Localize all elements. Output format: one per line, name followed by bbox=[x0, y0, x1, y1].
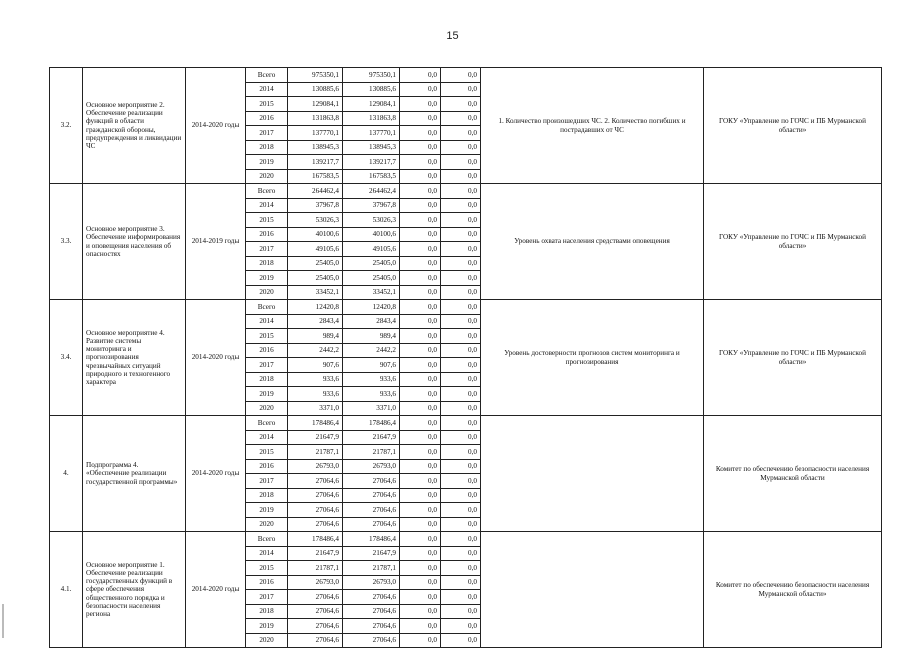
year-cell: 2014 bbox=[246, 314, 288, 329]
section-executor: ГОКУ «Управление по ГОЧС и ПБ Мурманской области» bbox=[704, 68, 882, 184]
other-source-cell: 0,0 bbox=[441, 474, 481, 489]
regional-budget-cell: 21647,9 bbox=[343, 430, 400, 445]
regional-budget-cell: 989,4 bbox=[343, 329, 400, 344]
year-cell: 2015 bbox=[246, 445, 288, 460]
federal-budget-cell: 0,0 bbox=[400, 68, 441, 83]
federal-budget-cell: 0,0 bbox=[400, 503, 441, 518]
section-executor: ГОКУ «Управление по ГОЧС и ПБ Мурманской области» bbox=[704, 184, 882, 300]
section-executor: Комитет по обеспечению безопасности населения Мурманской области» bbox=[704, 532, 882, 648]
total-cell: 27064,6 bbox=[288, 590, 343, 605]
total-cell: 25405,0 bbox=[288, 256, 343, 271]
regional-budget-cell: 27064,6 bbox=[343, 590, 400, 605]
federal-budget-cell: 0,0 bbox=[400, 358, 441, 373]
regional-budget-cell: 27064,6 bbox=[343, 474, 400, 489]
section-code: 3.4. bbox=[50, 300, 83, 416]
regional-budget-cell: 130885,6 bbox=[343, 82, 400, 97]
other-source-cell: 0,0 bbox=[441, 372, 481, 387]
federal-budget-cell: 0,0 bbox=[400, 314, 441, 329]
other-source-cell: 0,0 bbox=[441, 169, 481, 184]
section-indicator: Уровень охвата населения средствами оповещения bbox=[481, 184, 704, 300]
year-cell: 2018 bbox=[246, 488, 288, 503]
total-cell: 27064,6 bbox=[288, 517, 343, 532]
other-source-cell: 0,0 bbox=[441, 329, 481, 344]
regional-budget-cell: 21787,1 bbox=[343, 445, 400, 460]
regional-budget-cell: 26793,0 bbox=[343, 575, 400, 590]
federal-budget-cell: 0,0 bbox=[400, 561, 441, 576]
other-source-cell: 0,0 bbox=[441, 517, 481, 532]
regional-budget-cell: 139217,7 bbox=[343, 155, 400, 170]
year-cell: Всего bbox=[246, 532, 288, 547]
total-cell: 26793,0 bbox=[288, 459, 343, 474]
federal-budget-cell: 0,0 bbox=[400, 140, 441, 155]
other-source-cell: 0,0 bbox=[441, 532, 481, 547]
other-source-cell: 0,0 bbox=[441, 546, 481, 561]
year-cell: 2014 bbox=[246, 546, 288, 561]
federal-budget-cell: 0,0 bbox=[400, 619, 441, 634]
year-cell: 2014 bbox=[246, 430, 288, 445]
total-cell: 167583,5 bbox=[288, 169, 343, 184]
other-source-cell: 0,0 bbox=[441, 140, 481, 155]
other-source-cell: 0,0 bbox=[441, 82, 481, 97]
year-cell: Всего bbox=[246, 184, 288, 199]
regional-budget-cell: 26793,0 bbox=[343, 459, 400, 474]
total-cell: 27064,6 bbox=[288, 488, 343, 503]
federal-budget-cell: 0,0 bbox=[400, 213, 441, 228]
total-cell: 989,4 bbox=[288, 329, 343, 344]
other-source-cell: 0,0 bbox=[441, 590, 481, 605]
total-cell: 27064,6 bbox=[288, 633, 343, 648]
federal-budget-cell: 0,0 bbox=[400, 271, 441, 286]
federal-budget-cell: 0,0 bbox=[400, 97, 441, 112]
other-source-cell: 0,0 bbox=[441, 68, 481, 83]
section-period: 2014-2019 годы bbox=[186, 184, 246, 300]
other-source-cell: 0,0 bbox=[441, 271, 481, 286]
federal-budget-cell: 0,0 bbox=[400, 242, 441, 257]
regional-budget-cell: 27064,6 bbox=[343, 503, 400, 518]
total-cell: 178486,4 bbox=[288, 532, 343, 547]
regional-budget-cell: 129084,1 bbox=[343, 97, 400, 112]
year-cell: 2020 bbox=[246, 401, 288, 416]
regional-budget-cell: 975350,1 bbox=[343, 68, 400, 83]
total-cell: 21647,9 bbox=[288, 546, 343, 561]
year-cell: 2018 bbox=[246, 140, 288, 155]
other-source-cell: 0,0 bbox=[441, 358, 481, 373]
total-cell: 264462,4 bbox=[288, 184, 343, 199]
other-source-cell: 0,0 bbox=[441, 227, 481, 242]
other-source-cell: 0,0 bbox=[441, 488, 481, 503]
regional-budget-cell: 49105,6 bbox=[343, 242, 400, 257]
year-cell: 2020 bbox=[246, 169, 288, 184]
section-period: 2014-2020 годы bbox=[186, 416, 246, 532]
regional-budget-cell: 2442,2 bbox=[343, 343, 400, 358]
year-cell: 2016 bbox=[246, 227, 288, 242]
other-source-cell: 0,0 bbox=[441, 300, 481, 315]
federal-budget-cell: 0,0 bbox=[400, 590, 441, 605]
total-cell: 2843,4 bbox=[288, 314, 343, 329]
year-cell: 2015 bbox=[246, 97, 288, 112]
section-executor: Комитет по обеспечению безопасности населения Мурманской области bbox=[704, 416, 882, 532]
table-row bbox=[50, 68, 882, 83]
year-cell: 2015 bbox=[246, 213, 288, 228]
year-cell: 2019 bbox=[246, 271, 288, 286]
total-cell: 53026,3 bbox=[288, 213, 343, 228]
total-cell: 138945,3 bbox=[288, 140, 343, 155]
other-source-cell: 0,0 bbox=[441, 459, 481, 474]
section-code: 3.3. bbox=[50, 184, 83, 300]
year-cell: Всего bbox=[246, 300, 288, 315]
federal-budget-cell: 0,0 bbox=[400, 546, 441, 561]
table-row bbox=[50, 532, 882, 547]
year-cell: 2014 bbox=[246, 82, 288, 97]
regional-budget-cell: 178486,4 bbox=[343, 532, 400, 547]
other-source-cell: 0,0 bbox=[441, 604, 481, 619]
federal-budget-cell: 0,0 bbox=[400, 329, 441, 344]
total-cell: 49105,6 bbox=[288, 242, 343, 257]
federal-budget-cell: 0,0 bbox=[400, 184, 441, 199]
other-source-cell: 0,0 bbox=[441, 198, 481, 213]
section-indicator bbox=[481, 532, 704, 648]
total-cell: 907,6 bbox=[288, 358, 343, 373]
section-description: Основное мероприятие 3. Обеспечение информирования и оповещения населения об опасностях bbox=[83, 184, 186, 300]
year-cell: 2015 bbox=[246, 329, 288, 344]
federal-budget-cell: 0,0 bbox=[400, 285, 441, 300]
regional-budget-cell: 131863,8 bbox=[343, 111, 400, 126]
regional-budget-cell: 137770,1 bbox=[343, 126, 400, 141]
total-cell: 178486,4 bbox=[288, 416, 343, 431]
federal-budget-cell: 0,0 bbox=[400, 387, 441, 402]
year-cell: 2018 bbox=[246, 372, 288, 387]
other-source-cell: 0,0 bbox=[441, 111, 481, 126]
section-period: 2014-2020 годы bbox=[186, 532, 246, 648]
federal-budget-cell: 0,0 bbox=[400, 126, 441, 141]
year-cell: 2020 bbox=[246, 517, 288, 532]
federal-budget-cell: 0,0 bbox=[400, 445, 441, 460]
federal-budget-cell: 0,0 bbox=[400, 604, 441, 619]
federal-budget-cell: 0,0 bbox=[400, 256, 441, 271]
table-row bbox=[50, 300, 882, 315]
scan-edge-mark bbox=[2, 604, 4, 638]
other-source-cell: 0,0 bbox=[441, 561, 481, 576]
federal-budget-cell: 0,0 bbox=[400, 430, 441, 445]
regional-budget-cell: 21787,1 bbox=[343, 561, 400, 576]
section-period: 2014-2020 годы bbox=[186, 300, 246, 416]
regional-budget-cell: 264462,4 bbox=[343, 184, 400, 199]
section-code: 4.1. bbox=[50, 532, 83, 648]
regional-budget-cell: 27064,6 bbox=[343, 517, 400, 532]
section-description: Основное мероприятие 1. Обеспечение реализации государственных функций в сфере обеспечения общественного порядка и безопасности населения региона bbox=[83, 532, 186, 648]
total-cell: 139217,7 bbox=[288, 155, 343, 170]
page-number: 15 bbox=[446, 30, 459, 42]
year-cell: 2017 bbox=[246, 590, 288, 605]
federal-budget-cell: 0,0 bbox=[400, 343, 441, 358]
regional-budget-cell: 40100,6 bbox=[343, 227, 400, 242]
federal-budget-cell: 0,0 bbox=[400, 300, 441, 315]
total-cell: 27064,6 bbox=[288, 604, 343, 619]
table-body bbox=[50, 68, 882, 648]
regional-budget-cell: 178486,4 bbox=[343, 416, 400, 431]
year-cell: Всего bbox=[246, 68, 288, 83]
other-source-cell: 0,0 bbox=[441, 445, 481, 460]
total-cell: 131863,8 bbox=[288, 111, 343, 126]
federal-budget-cell: 0,0 bbox=[400, 532, 441, 547]
other-source-cell: 0,0 bbox=[441, 503, 481, 518]
total-cell: 129084,1 bbox=[288, 97, 343, 112]
section-indicator: 1. Количество произошедших ЧС. 2. Количество погибших и пострадавших от ЧС bbox=[481, 68, 704, 184]
regional-budget-cell: 3371,0 bbox=[343, 401, 400, 416]
regional-budget-cell: 27064,6 bbox=[343, 488, 400, 503]
year-cell: 2019 bbox=[246, 155, 288, 170]
year-cell: 2019 bbox=[246, 387, 288, 402]
other-source-cell: 0,0 bbox=[441, 401, 481, 416]
total-cell: 21647,9 bbox=[288, 430, 343, 445]
regional-budget-cell: 27064,6 bbox=[343, 619, 400, 634]
federal-budget-cell: 0,0 bbox=[400, 517, 441, 532]
year-cell: 2017 bbox=[246, 242, 288, 257]
total-cell: 933,6 bbox=[288, 372, 343, 387]
total-cell: 25405,0 bbox=[288, 271, 343, 286]
regional-budget-cell: 933,6 bbox=[343, 387, 400, 402]
table-row bbox=[50, 184, 882, 199]
total-cell: 130885,6 bbox=[288, 82, 343, 97]
regional-budget-cell: 53026,3 bbox=[343, 213, 400, 228]
other-source-cell: 0,0 bbox=[441, 314, 481, 329]
section-indicator: Уровень достоверности прогнозов систем мониторинга и прогнозирования bbox=[481, 300, 704, 416]
year-cell: 2017 bbox=[246, 358, 288, 373]
section-code: 3.2. bbox=[50, 68, 83, 184]
federal-budget-cell: 0,0 bbox=[400, 198, 441, 213]
year-cell: 2018 bbox=[246, 604, 288, 619]
other-source-cell: 0,0 bbox=[441, 242, 481, 257]
other-source-cell: 0,0 bbox=[441, 343, 481, 358]
other-source-cell: 0,0 bbox=[441, 575, 481, 590]
total-cell: 137770,1 bbox=[288, 126, 343, 141]
regional-budget-cell: 933,6 bbox=[343, 372, 400, 387]
year-cell: 2019 bbox=[246, 503, 288, 518]
federal-budget-cell: 0,0 bbox=[400, 416, 441, 431]
other-source-cell: 0,0 bbox=[441, 213, 481, 228]
total-cell: 33452,1 bbox=[288, 285, 343, 300]
year-cell: 2020 bbox=[246, 633, 288, 648]
regional-budget-cell: 27064,6 bbox=[343, 633, 400, 648]
other-source-cell: 0,0 bbox=[441, 285, 481, 300]
year-cell: 2016 bbox=[246, 343, 288, 358]
other-source-cell: 0,0 bbox=[441, 633, 481, 648]
other-source-cell: 0,0 bbox=[441, 430, 481, 445]
regional-budget-cell: 25405,0 bbox=[343, 271, 400, 286]
federal-budget-cell: 0,0 bbox=[400, 488, 441, 503]
other-source-cell: 0,0 bbox=[441, 126, 481, 141]
section-description: Основное мероприятие 4. Развитие системы мониторинга и прогнозирования чрезвычайных ситуаций природного и техногенного характера bbox=[83, 300, 186, 416]
program-table bbox=[49, 67, 882, 648]
year-cell: 2016 bbox=[246, 111, 288, 126]
federal-budget-cell: 0,0 bbox=[400, 633, 441, 648]
regional-budget-cell: 2843,4 bbox=[343, 314, 400, 329]
section-period: 2014-2020 годы bbox=[186, 68, 246, 184]
federal-budget-cell: 0,0 bbox=[400, 575, 441, 590]
regional-budget-cell: 907,6 bbox=[343, 358, 400, 373]
total-cell: 975350,1 bbox=[288, 68, 343, 83]
federal-budget-cell: 0,0 bbox=[400, 459, 441, 474]
federal-budget-cell: 0,0 bbox=[400, 372, 441, 387]
federal-budget-cell: 0,0 bbox=[400, 155, 441, 170]
section-description: Подпрограмма 4. «Обеспечение реализации государственной программы» bbox=[83, 416, 186, 532]
year-cell: 2014 bbox=[246, 198, 288, 213]
year-cell: 2015 bbox=[246, 561, 288, 576]
total-cell: 933,6 bbox=[288, 387, 343, 402]
regional-budget-cell: 12420,8 bbox=[343, 300, 400, 315]
year-cell: 2017 bbox=[246, 474, 288, 489]
total-cell: 26793,0 bbox=[288, 575, 343, 590]
other-source-cell: 0,0 bbox=[441, 155, 481, 170]
year-cell: 2018 bbox=[246, 256, 288, 271]
section-executor: ГОКУ «Управление по ГОЧС и ПБ Мурманской области» bbox=[704, 300, 882, 416]
other-source-cell: 0,0 bbox=[441, 387, 481, 402]
year-cell: 2016 bbox=[246, 575, 288, 590]
other-source-cell: 0,0 bbox=[441, 256, 481, 271]
regional-budget-cell: 33452,1 bbox=[343, 285, 400, 300]
total-cell: 40100,6 bbox=[288, 227, 343, 242]
federal-budget-cell: 0,0 bbox=[400, 111, 441, 126]
section-description: Основное мероприятие 2. Обеспечение реализации функций в области гражданской обороны, предупреждения и ликвидации ЧС bbox=[83, 68, 186, 184]
regional-budget-cell: 21647,9 bbox=[343, 546, 400, 561]
year-cell: 2016 bbox=[246, 459, 288, 474]
regional-budget-cell: 25405,0 bbox=[343, 256, 400, 271]
federal-budget-cell: 0,0 bbox=[400, 474, 441, 489]
regional-budget-cell: 37967,8 bbox=[343, 198, 400, 213]
total-cell: 21787,1 bbox=[288, 561, 343, 576]
federal-budget-cell: 0,0 bbox=[400, 401, 441, 416]
other-source-cell: 0,0 bbox=[441, 97, 481, 112]
other-source-cell: 0,0 bbox=[441, 416, 481, 431]
section-code: 4. bbox=[50, 416, 83, 532]
table-row bbox=[50, 416, 882, 431]
year-cell: 2020 bbox=[246, 285, 288, 300]
federal-budget-cell: 0,0 bbox=[400, 169, 441, 184]
total-cell: 27064,6 bbox=[288, 619, 343, 634]
regional-budget-cell: 27064,6 bbox=[343, 604, 400, 619]
year-cell: Всего bbox=[246, 416, 288, 431]
total-cell: 27064,6 bbox=[288, 474, 343, 489]
section-indicator bbox=[481, 416, 704, 532]
total-cell: 27064,6 bbox=[288, 503, 343, 518]
total-cell: 2442,2 bbox=[288, 343, 343, 358]
year-cell: 2017 bbox=[246, 126, 288, 141]
total-cell: 21787,1 bbox=[288, 445, 343, 460]
regional-budget-cell: 167583,5 bbox=[343, 169, 400, 184]
federal-budget-cell: 0,0 bbox=[400, 82, 441, 97]
regional-budget-cell: 138945,3 bbox=[343, 140, 400, 155]
other-source-cell: 0,0 bbox=[441, 619, 481, 634]
federal-budget-cell: 0,0 bbox=[400, 227, 441, 242]
total-cell: 12420,8 bbox=[288, 300, 343, 315]
other-source-cell: 0,0 bbox=[441, 184, 481, 199]
total-cell: 37967,8 bbox=[288, 198, 343, 213]
total-cell: 3371,0 bbox=[288, 401, 343, 416]
year-cell: 2019 bbox=[246, 619, 288, 634]
